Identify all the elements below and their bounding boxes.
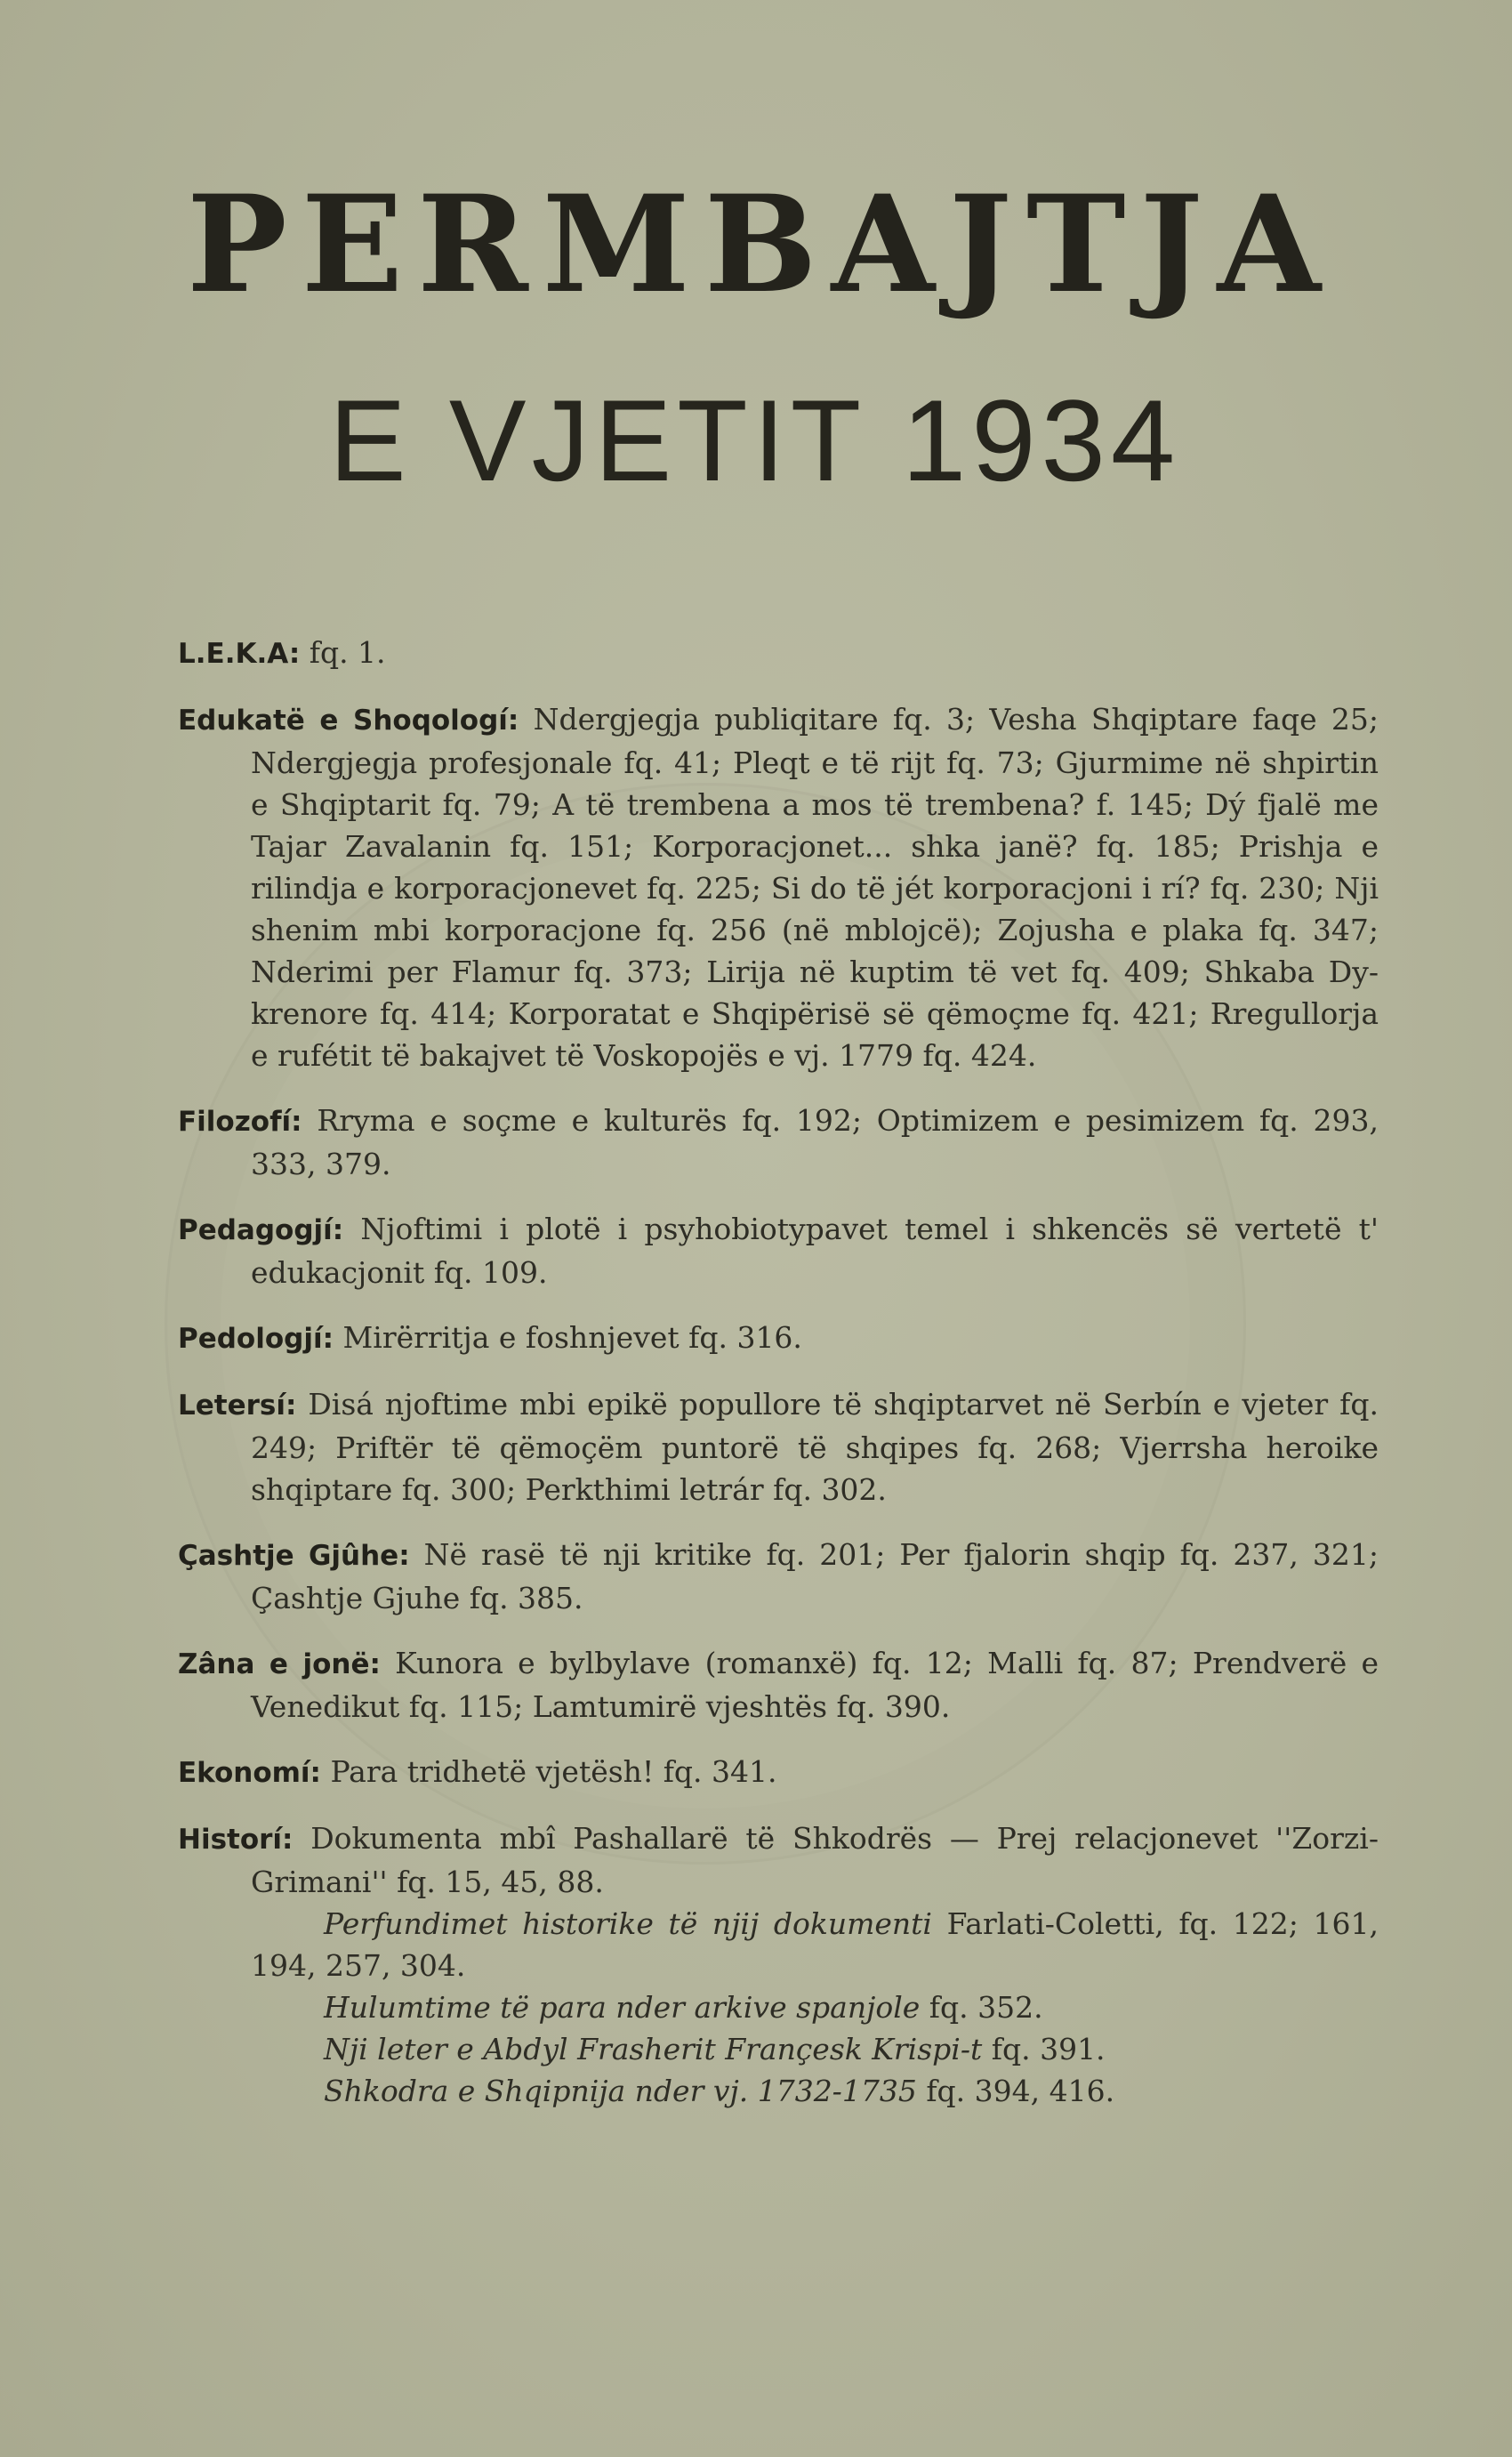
toc-entry-text: fq. 1. <box>300 635 386 670</box>
toc-entry-pedologji <box>178 1317 1379 1360</box>
toc-category: Edukatë e Shoqologí: <box>178 705 519 737</box>
toc-history-item-title: Shkodra e Shqipnija nder vj. 1732-1735 <box>324 2074 917 2108</box>
toc-entry-text: Para tridhetë vjetësh! fq. 341. <box>320 1754 777 1789</box>
toc-entry-letersi <box>178 1383 1379 1510</box>
toc-entry-ekonomi <box>178 1751 1379 1794</box>
toc-entry-edukate <box>178 698 1379 1076</box>
toc-entry-cashtje-gjuhe <box>178 1534 1379 1619</box>
toc-entry-filozofi <box>178 1100 1379 1185</box>
toc-entry-text: Rryma e soçme e kulturës fq. 192; Optimizem e pesimizem fq. 293, 333, 379. <box>251 1103 1379 1181</box>
toc-entry-text: Disá njoftime mbi epikë popullore të shqiptarvet në Serbín e vjeter fq. 249; Priftër të qëmoçëm puntorë të shqipes fq. 268; Vjerrsha heroike shqiptare fq. 300; Perkthimi letrár fq. 302. <box>251 1387 1379 1507</box>
toc-history-item <box>178 2028 1379 2070</box>
toc-category: L.E.K.A: <box>178 638 301 670</box>
toc-entry-text: Kunora e bylbylave (romanxë) fq. 12; Malli fq. 87; Prendverë e Venedikut fq. 115; Lamtumirë vjeshtës fq. 390. <box>251 1646 1379 1724</box>
toc-entry-leka <box>178 632 1379 675</box>
toc-category: Historí: <box>178 1824 294 1856</box>
toc-entry-text: Njoftimi i plotë i psyhobiotypavet temel i shkencës së vertetë t' edukacjonit fq. 109. <box>251 1212 1379 1290</box>
toc-history-item-title: Hulumtime të para nder arkive spanjole <box>324 1990 921 2025</box>
toc-history-item-title: Perfundimet historike të njij dokumenti <box>324 1906 932 1941</box>
toc-category: Pedologjí: <box>178 1323 334 1355</box>
toc-entry-zana <box>178 1642 1379 1728</box>
toc-history-item-text: fq. 391. <box>982 2032 1106 2066</box>
page-title: PERMBAJTJA <box>187 166 1335 323</box>
toc-history-item-title: Nji leter e Abdyl Frasherit Françesk Krispi-t <box>324 2032 983 2066</box>
table-of-contents <box>178 632 1379 2112</box>
toc-entry-histori <box>178 1817 1379 1903</box>
toc-history-item-text: Farlati-Coletti, fq. 122; 161, 194, 257, 304. <box>251 1906 1379 1983</box>
toc-category: Pedagogjí: <box>178 1214 344 1246</box>
toc-category: Çashtje Gjûhe: <box>178 1540 410 1572</box>
toc-history-item <box>178 1986 1379 2028</box>
toc-history-item-text: fq. 352. <box>920 1990 1043 2025</box>
toc-entry-text: Dokumenta mbî Pashallarë të Shkodrës — Prej relacjonevet ''Zorzi-Grimani'' fq. 15, 45, 88. <box>251 1821 1379 1899</box>
toc-category: Filozofí: <box>178 1106 302 1138</box>
toc-entry-pedagogji <box>178 1208 1379 1293</box>
toc-category: Letersí: <box>178 1390 297 1422</box>
toc-history-item-text: fq. 394, 416. <box>916 2074 1115 2108</box>
toc-history-item <box>178 1903 1379 1986</box>
page-subtitle: E VJETIT 1934 <box>329 375 1181 505</box>
toc-entry-text: Ndergjegja publiqitare fq. 3; Vesha Shqiptare faqe 25; Ndergjegja profesjonale fq. 41; Pleqt e të rijt fq. 73; Gjurmime në shpirtin e Shqiptarit fq. 79; A të trembena a mos të trembena? f. 145; Dý fjalë me Tajar Zavalanin fq. 151; Korporacjonet... shka janë? fq. 185; Prishja e rilindja e korporacjonevet fq. 225; Si do të jét korporacjoni i rí? fq. 230; Nji shenim mbi korporacjone fq. 256 (në mblojcë); Zojusha e plaka fq. 347; Nderimi per Flamur fq. 373; Lirija në kuptim të vet fq. 409; Shkaba Dy-krenore fq. 414; Korporatat e Shqipërisë së qëmoçme fq. 421; Rregullorja e rufétit të bakajvet të Voskopojës e vj. 1779 fq. 424. <box>251 702 1379 1073</box>
toc-history-item <box>178 2070 1379 2112</box>
toc-category: Ekonomí: <box>178 1757 321 1789</box>
toc-entry-text: Në rasë të nji kritike fq. 201; Per fjalorin shqip fq. 237, 321; Çashtje Gjuhe fq. 385. <box>251 1537 1379 1615</box>
toc-entry-text: Mirërritja e foshnjevet fq. 316. <box>334 1320 802 1355</box>
toc-category: Zâna e jonë: <box>178 1648 381 1680</box>
